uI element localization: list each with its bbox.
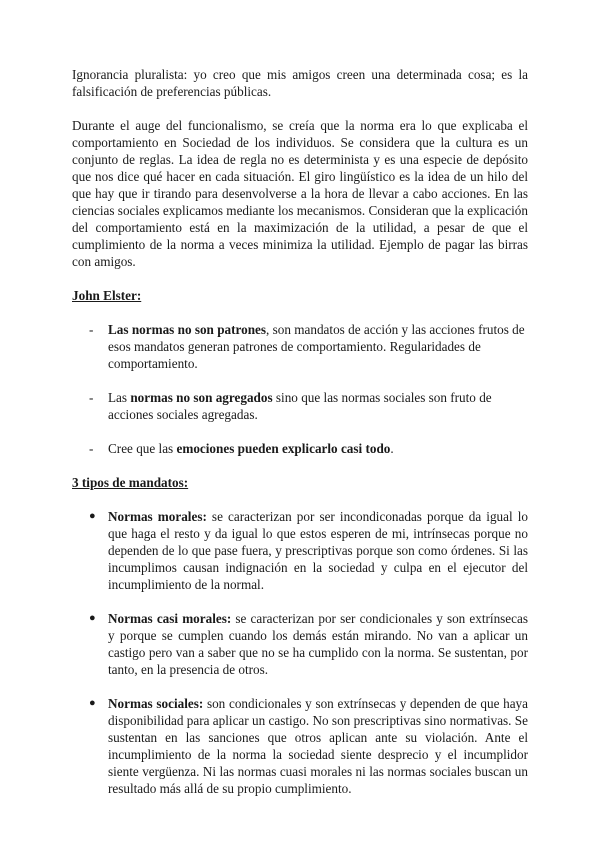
bullet-marker: ●: [89, 612, 96, 624]
list-item: [72, 321, 528, 372]
item-bold-text: normas no son agregados: [130, 390, 273, 405]
item-text: .: [390, 441, 394, 456]
funcionalismo-paragraph: Durante el auge del funcionalismo, se creía que la norma era lo que explicaba el comportamiento en Sociedad de los individuos. Se considera que la cultura es un conjunto de reglas. La idea de regla no es determinista y es una especie de depósito que nos dice qué hacer en cada situación. El giro lingüístico es la idea de un hilo del que hay que ir tirando para desenvolverse a la hora de llevar a cabo acciones. En las ciencias sociales explicamos mediante los mecanismos. Consideran que la explicación del comportamiento está en la maximización de la utilidad, a pesar de que el cumplimiento de la norma a veces minimiza la utilidad. Ejemplo de pagar las birras con amigos.: [72, 118, 528, 269]
item-text: Cree que las: [108, 441, 177, 456]
dash-marker: -: [89, 441, 94, 456]
item-bold-text: Las normas no son patrones: [108, 322, 267, 337]
item-bold-text: emociones pueden explicarlo casi todo: [176, 441, 391, 456]
list-item: [72, 389, 528, 423]
dash-marker: -: [89, 322, 94, 337]
list-item: [72, 508, 528, 593]
bullet-marker: ●: [89, 697, 96, 709]
mandatos-heading: 3 tipos de mandatos:: [72, 475, 189, 490]
elster-list: [72, 321, 528, 457]
item-text: sino que las normas sociales son fruto de acciones sociales agregadas.: [108, 390, 492, 422]
list-item: [72, 695, 528, 797]
item-bold-text: Normas sociales:: [108, 696, 204, 711]
list-item: [72, 610, 528, 678]
dash-marker: -: [89, 390, 94, 405]
mandatos-list: [72, 508, 528, 797]
document-page: [72, 66, 528, 814]
item-text: Las: [108, 390, 131, 405]
bullet-marker: ●: [89, 510, 96, 522]
item-text: se caracterizan por ser condicionales y son extrínsecas y porque se cumplen cuando los demás están mirando. No van a aplicar un castigo pero van a saber que no se ha cumplido con la norma. Se sustentan, por tanto, en la presencia de otros.: [108, 611, 529, 677]
intro-paragraph: Ignorancia pluralista: yo creo que mis amigos creen una determinada cosa; es la falsificación de preferencias públicas.: [72, 67, 528, 99]
item-bold-text: Normas morales:: [108, 509, 207, 524]
list-item: [72, 440, 528, 457]
item-text: son condicionales y son extrínsecas y dependen de que haya disponibilidad para aplicar un castigo. No son prescriptivas sino normativas. Se sustentan en las sanciones que otros aplican ante su violación. Ante el incumplimiento de la norma la sociedad siente desprecio y el incumplidor siente vergüenza. Ni las normas cuasi morales ni las normas sociales buscan un resultado más allá de su propio cumplimiento.: [108, 696, 529, 796]
elster-heading: John Elster:: [72, 288, 142, 303]
item-text: , son mandatos de acción y las acciones frutos de esos mandatos generan patrones de comportamiento. Regularidades de comportamiento.: [108, 322, 525, 371]
item-bold-text: Normas casi morales:: [108, 611, 232, 626]
item-text: se caracterizan por ser incondiconadas porque da igual lo que haga el resto y da igual lo que estos esperen de mi, intrínsecas porque no dependen de lo que pase fuera, y prescriptivas porque son como órdenes. Si las incumplimos causan indignación en la sociedad y culpa en el ejecutor del incumplimiento de la normal.: [108, 509, 528, 592]
